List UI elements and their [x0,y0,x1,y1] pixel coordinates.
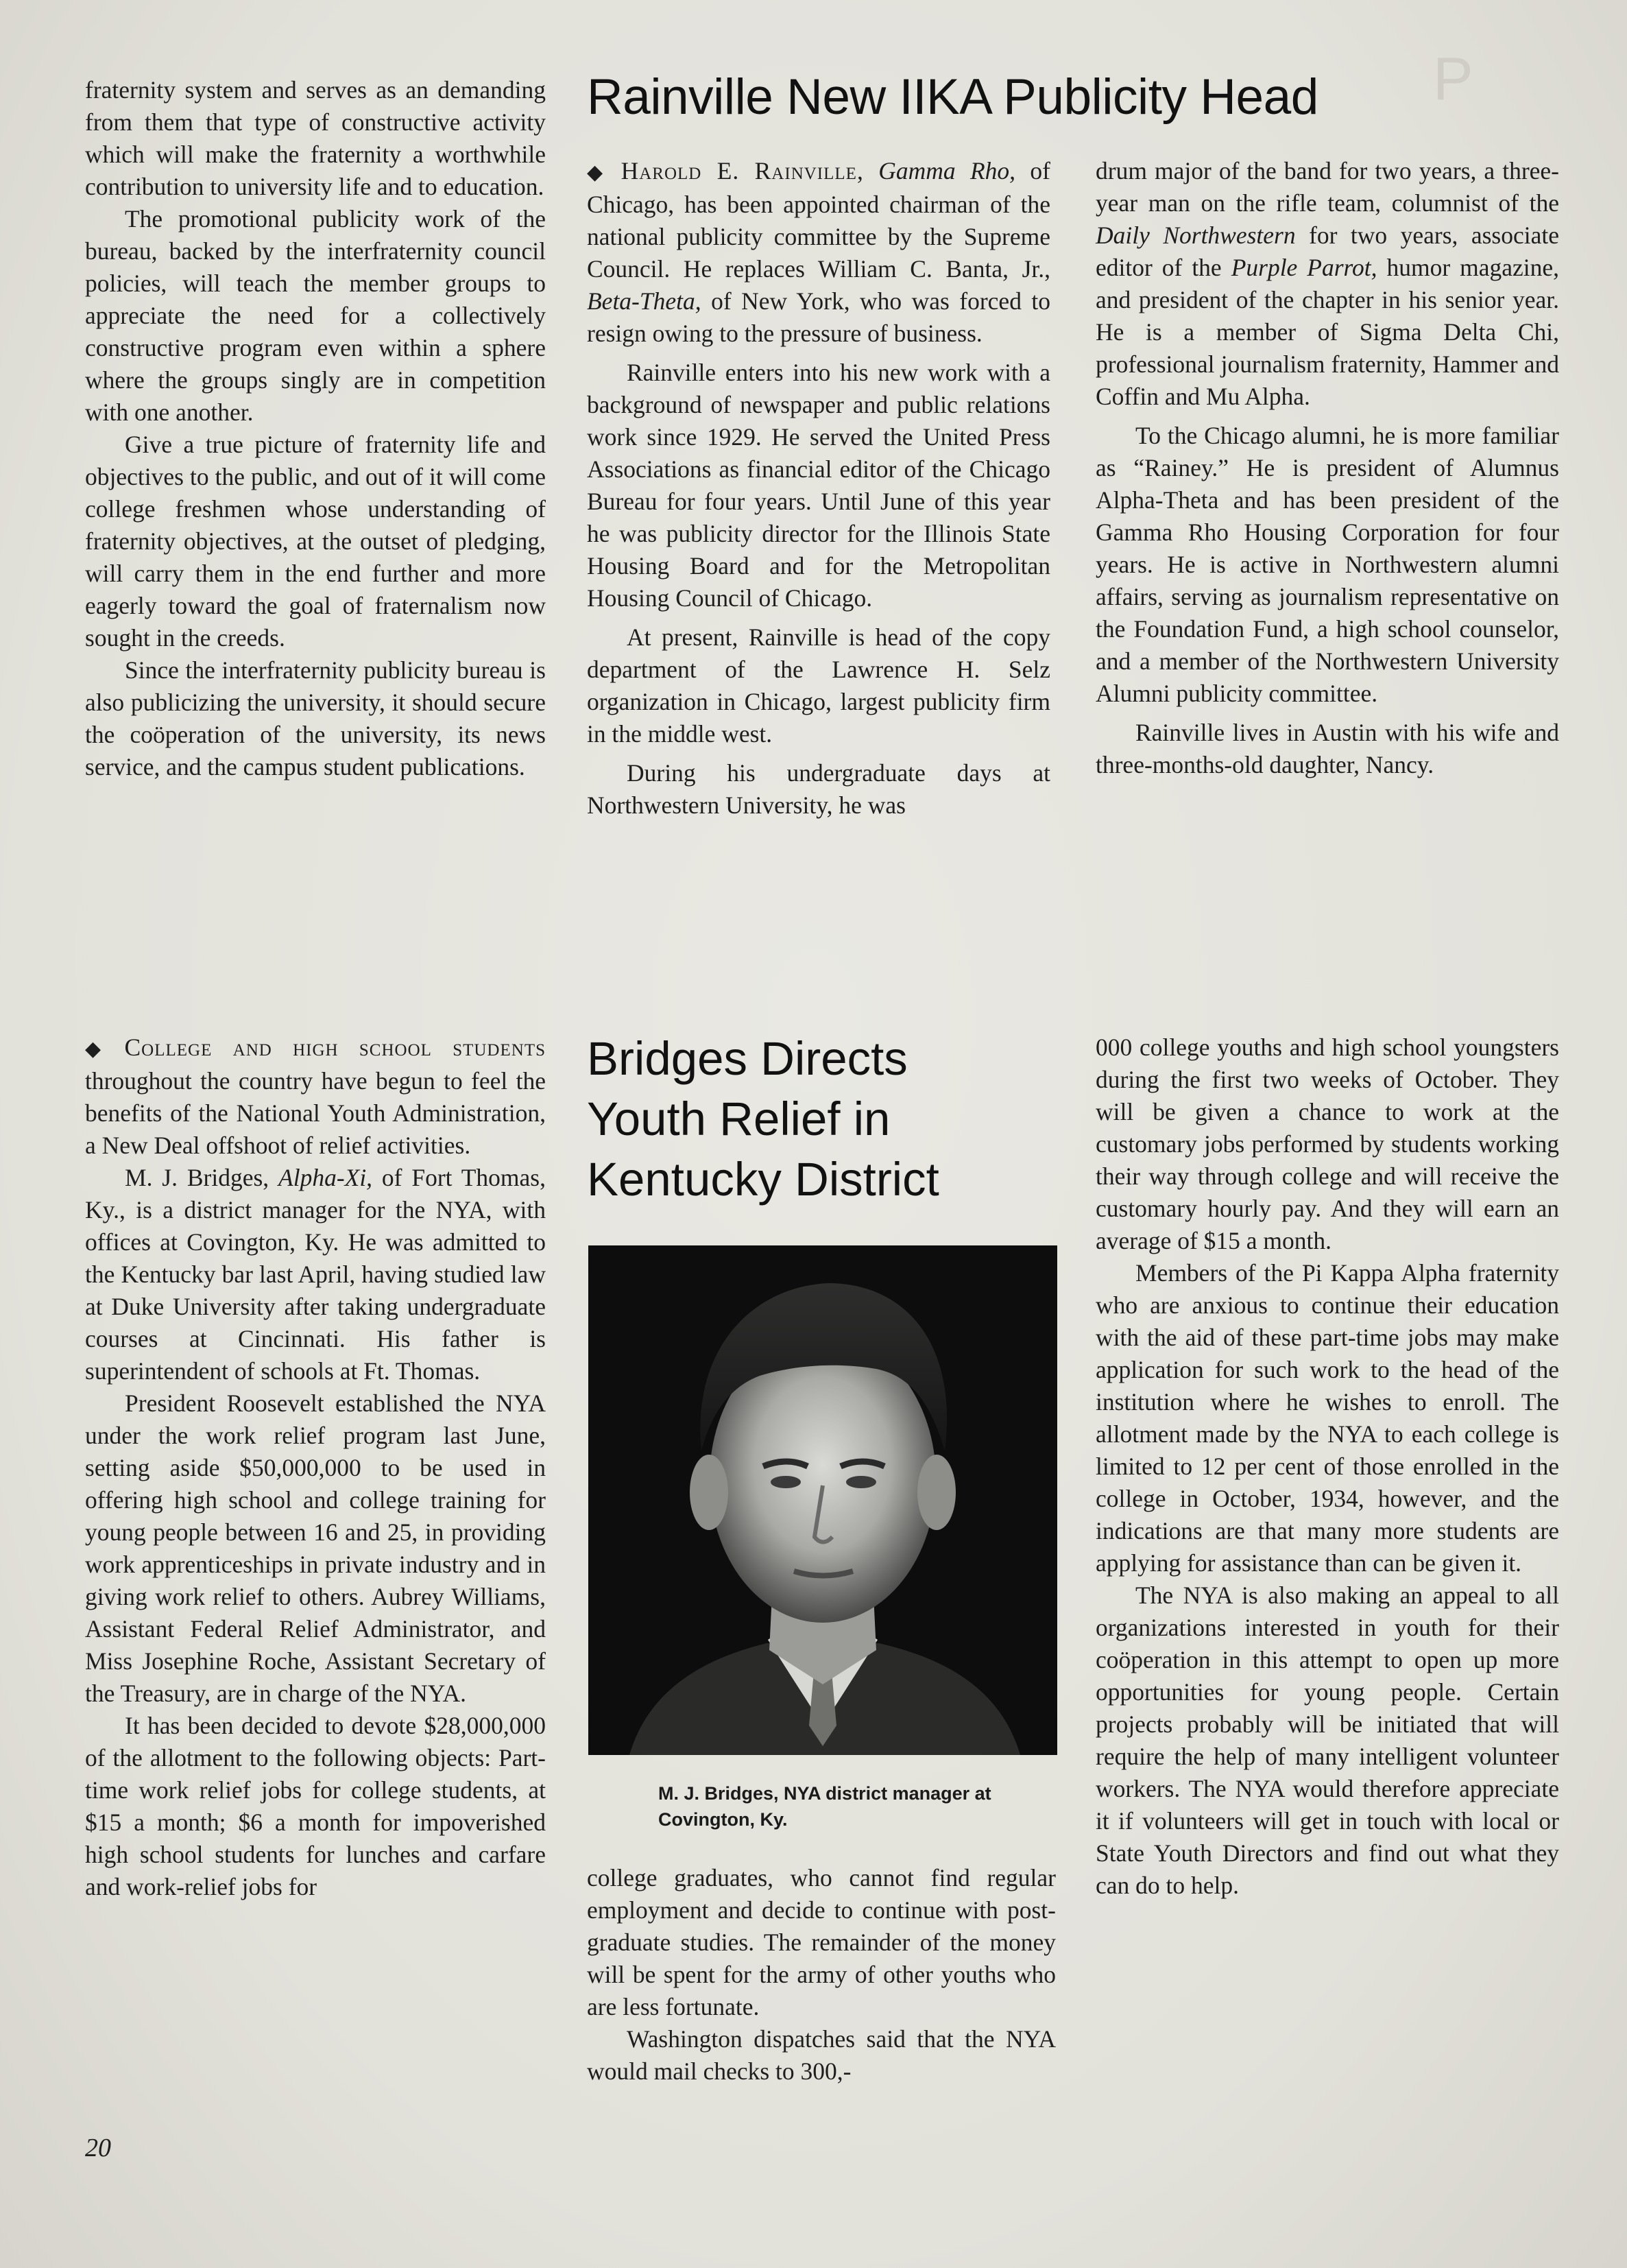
bridges-column-3 [1096,1031,1559,1902]
chapter-name: Gamma Rho, [878,157,1016,184]
paragraph: During his undergraduate days at Northwestern University, he was [587,759,1050,819]
rainville-headline: Rainville New IIKA Publicity Head [587,69,1318,125]
show-through-text: P [1433,45,1473,112]
paragraph: Rainville enters into his new work with a background of newspaper and public relations work since 1929. He served the United Press Associations as financial editor of the Chicago Bureau for four years. Until June of this year he was publicity director for the Illinois State Housing Board and for the Metropolitan Housing Council of Chicago. [587,359,1050,612]
bridges-column-1 [85,1031,546,1903]
paragraph: Since the interfraternity publicity bureau is also publicizing the university, it should secure the coöperation of the university, its news service, and the campus student publications. [85,656,546,780]
continued-article-column [85,74,546,783]
paragraph: To the Chicago alumni, he is more familiar as “Rainey.” He is president of Alumnus Alpha-Theta and has been president of the Gamma Rho Housing Corporation for four years. He is active in Northwestern alumni affairs, serving as journalism representative on the Foundation Fund, a high school counselor, and a member of the Northwestern University Alumni publicity committee. [1096,422,1559,707]
bridges-headline: Bridges Directs Youth Relief in Kentucky District [587,1032,939,1206]
paragraph: college graduates, who cannot find regular employment and decide to continue with post-graduate studies. The remainder of the money will be spent for the army of other youths who are less fortunate. [587,1864,1056,2020]
rainville-column-1 [587,155,1050,822]
paragraph: Members of the Pi Kappa Alpha fraternity who are anxious to continue their education with the aid of these part-time jobs may make application for such work to the head of the institution where he wishes to enroll. The allotment made by the NYA to each college is limited to 12 per cent of those enrolled in the college in October, 1934, however, and the indications are that many more students are applying for assistance than can be given it. [1096,1259,1559,1577]
page-number: 20 [85,2134,111,2162]
diamond-bullet-icon: ◆ [587,160,612,184]
bridges-lead-paragraph: ◆ College and high school students throughout the country have begun to feel the benefits of the National Youth Administration, a New Deal offshoot of relief activities. [85,1034,546,1159]
bridges-column-2 [587,1862,1056,2088]
paragraph: President Roosevelt established the NYA under the work relief program last June, setting aside $50,000,000 to be used in offering high school and college training for young people between 16 and 25, in providing work apprenticeships in private industry and in giving work relief to others. Aubrey Williams, Assistant Federal Relief Administrator, and Miss Josephine Roche, Assistant Secretary of the Treasury, are in charge of the NYA. [85,1389,546,1707]
paragraph: Washington dispatches said that the NYA would mail checks to 300,- [587,2025,1056,2085]
paragraph: fraternity system and serves as an demanding from them that type of constructive activity which will make the fraternity a worthwhile contribution to university life and to education. [85,76,546,200]
lead-name: Harold E. Rainville, [620,157,864,184]
portrait-photo [588,1245,1057,1755]
chapter-name: Alpha-Xi, [278,1164,373,1191]
paragraph: It has been decided to devote $28,000,000 of the allotment to the following objects: Part-time work relief jobs for college students, at $15 a month; $6 a month for impoverished high school students for lunches and carfare and work-relief jobs for [85,1712,546,1900]
rainville-column-2 [1096,155,1559,781]
diamond-bullet-icon: ◆ [85,1037,115,1061]
photo-caption: M. J. Bridges, NYA district manager at Covington, Ky. [658,1783,991,1830]
publication-name: Purple Parrot, [1231,254,1377,281]
paragraph: Give a true picture of fraternity life and objectives to the public, and out of it will come college freshmen whose understanding of fraternity objectives, at the outset of pledging, will carry them in the end further and more eagerly toward the goal of fraternalism now sought in the creeds. [85,431,546,652]
paragraph: Rainville lives in Austin with his wife and three-months-old daughter, Nancy. [1096,719,1559,778]
paragraph: The NYA is also making an appeal to all organizations interested in youth for their coöperation in this attempt to open up more opportunities for young people. Certain projects probably will be initiated that will require the help of many intelligent volunteer workers. The NYA would therefore appreciate it if volunteers will get in touch with local or State Youth Directors and find out what they can do to help. [1096,1581,1559,1899]
paragraph: M. J. Bridges, Alpha-Xi, of Fort Thomas, Ky., is a district manager for the NYA, with offices at Covington, Ky. He was admitted to the Kentucky bar last April, having studied law at Duke University after taking undergraduate courses at Cincinnati. His father is superintendent of schools at Ft. Thomas. [85,1164,546,1385]
portrait-image [588,1245,1057,1755]
publication-name: Daily Northwestern [1096,222,1296,249]
chapter-name: Beta-Theta, [587,287,701,315]
paragraph: At present, Rainville is head of the copy department of the Lawrence H. Selz organization in Chicago, largest publicity firm in the middle west. [587,623,1050,748]
rainville-lead-paragraph: ◆ Harold E. Rainville, Gamma Rho, of Chicago, has been appointed chairman of the national publicity committee by the Supreme Council. He replaces William C. Banta, Jr., Beta-Theta, of New York, who was forced to resign owing to the pressure of business. [587,157,1051,347]
paragraph: drum major of the band for two years, a three-year man on the rifle team, columnist of the Daily Northwestern for two years, associate editor of the Purple Parrot, humor magazine, and president of the chapter in his senior year. He is a member of Sigma Delta Chi, professional journalism fraternity, Hammer and Coffin and Mu Alpha. [1096,157,1560,410]
paragraph: 000 college youths and high school youngsters during the first two weeks of October. They will be given a chance to work at the customary jobs performed by students working their way through college and will receive the customary hourly pay. And they will earn an average of $15 a month. [1096,1034,1559,1254]
paragraph: The promotional publicity work of the bureau, backed by the interfraternity council policies, will teach the member groups to appreciate the need for a collectively constructive program even within a sphere where the groups singly are in competition with one another. [85,205,546,426]
